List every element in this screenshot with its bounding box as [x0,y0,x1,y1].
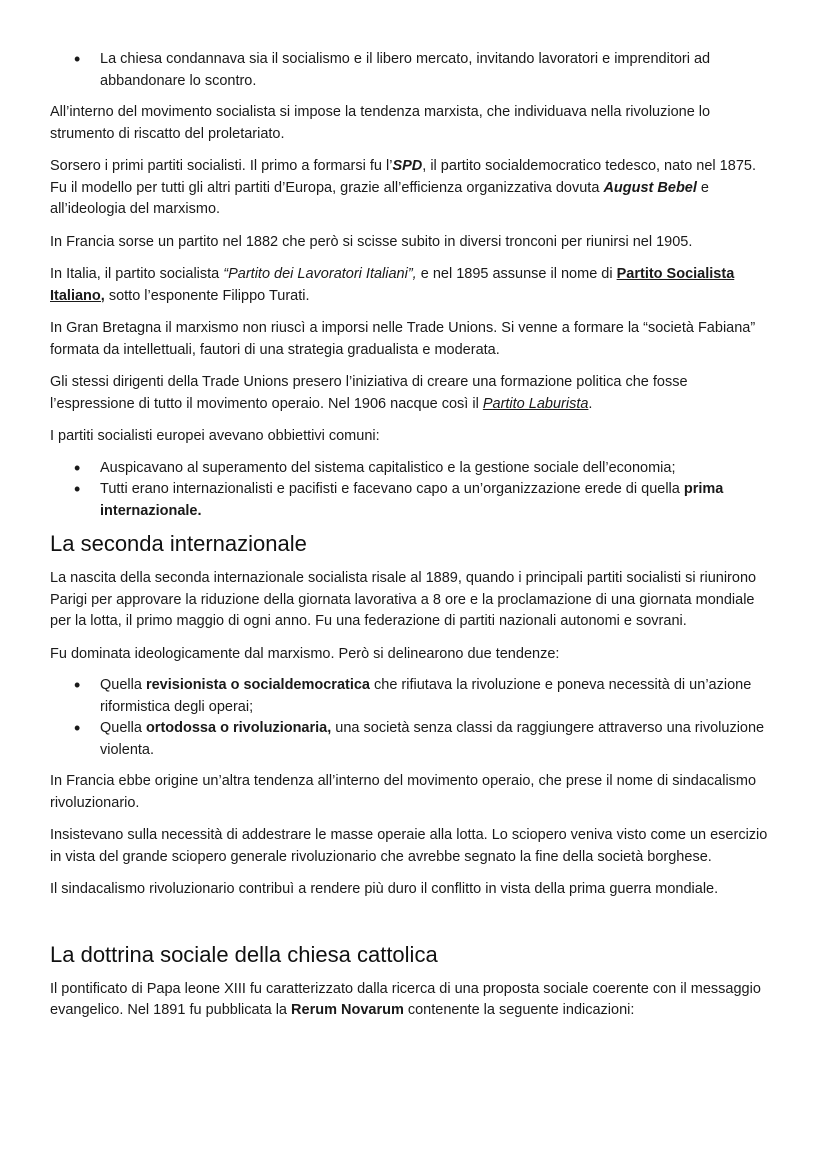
partito-laburista-term: Partito Laburista [482,395,589,412]
paragraph-spd: Sorsero i primi partiti socialisti. Il primo a formarsi fu l’SPD, il partito socialdemocratico tedesco, nato nel 1875. Fu il modello per tutti gli altri partiti d’Europa, grazie all’efficienza organizzativa dovuta August Bebel e all’ideologia del marxismo. [50,158,756,217]
paragraph-france: In Francia sorse un partito nel 1882 che però si scisse subito in diversi tronconi per riunirsi nel 1905. [50,233,693,250]
list-item: • Quella revisionista o socialdemocratica che rifiutava la rivoluzione e poneva necessità di un’azione riformistica degli operai; [50,675,772,718]
partito-lavoratori-term: “Partito dei Lavoratori Italiani”, [223,266,417,282]
paragraph-italy: In Italia, il partito socialista “Partito dei Lavoratori Italiani”, e nel 1895 assunse il nome di Partito Socialista Italiano, sotto l’esponente Filippo Turati. [50,266,735,304]
rerum-novarum-term: Rerum Novarum [291,1002,404,1018]
section-heading-dottrina-sociale: La dottrina sociale della chiesa cattolica [50,941,438,967]
paragraph-rerum-novarum: Il pontificato di Papa leone XIII fu caratterizzato dalla ricerca di una proposta sociale coerente con il messaggio evangelico. Nel 1891 fu pubblicata la Rerum Novarum contenente la seguente indicazioni: [50,980,761,1018]
paragraph-common-goals: I partiti socialisti europei avevano obbiettivi comuni: [50,428,380,444]
section-heading-seconda-internazionale: La seconda internazionale [50,531,307,556]
paragraph-tendencies: Fu dominata ideologicamente dal marxismo. Però si delinearono due tendenze: [50,645,560,662]
spd-term: SPD [392,158,423,174]
paragraph-syndicalism: In Francia ebbe origine un’altra tendenza all’interno del movimento operaio, che prese il nome di sindacalismo rivoluzionario. [50,773,757,811]
august-bebel-term: August Bebel [603,179,697,196]
list-item: • La chiesa condannava sia il socialismo e il libero mercato, invitando lavoratori e imprenditori ad abbandonare lo scontro. [50,49,772,92]
paragraph-conflict: Il sindacalismo rivoluzionario contribuì a rendere più duro il conflitto in vista della prima guerra mondiale. [50,881,719,897]
list-item: • Tutti erano internazionalisti e pacifisti e facevano capo a un’organizzazione erede di quella prima internazionale. [50,479,772,522]
paragraph-second-international: La nascita della seconda internazionale socialista risale al 1889, quando i principali partiti socialisti si riunirono Parigi per approvare la riduzione della giornata lavorativa a 8 ore e la proclamazione di una giornata mondiale per la lotta, il primo maggio di ogni anno. Fu una federazione di partiti nazionali autonomi e sovrani. [50,570,757,629]
revisionist-term: revisionista o socialdemocratica [145,677,370,693]
paragraph-marxism: All’interno del movimento socialista si impose la tendenza marxista, che individuava nella rivoluzione lo strumento di riscatto del proletariato. [50,104,711,142]
list-item: • Auspicavano al superamento del sistema capitalistico e la gestione sociale dell’economia; [50,458,772,480]
paragraph-labour: Gli stessi dirigenti della Trade Unions presero l’iniziativa di creare una formazione politica che fosse l’espressione di tutto il movimento operaio. Nel 1906 nacque così il Partito Laburista. [50,374,688,412]
list-item: • Quella ortodossa o rivoluzionaria, una società senza classi da raggiungere attraverso una rivoluzione violenta. [50,718,772,761]
orthodox-term: ortodossa o rivoluzionaria, [145,720,332,736]
paragraph-strike: Insistevano sulla necessità di addestrare le masse operaie alla lotta. Lo sciopero veniva visto come un esercizio in vista del grande sciopero generale rivoluzionario che avrebbe segnato la fine della società borghese. [50,827,768,865]
prima-internazionale-term: prima internazionale. [100,481,724,519]
paragraph-britain: In Gran Bretagna il marxismo non riuscì a imporsi nelle Trade Unions. Si venne a formare la “società Fabiana” formata da intellettuali, fautori di una strategia gradualista e moderata. [50,320,756,358]
tendencies-list [50,675,772,761]
psi-term: Partito Socialista Italiano, [50,266,735,304]
intro-bullet-list [50,49,772,92]
common-goals-list [50,458,772,523]
